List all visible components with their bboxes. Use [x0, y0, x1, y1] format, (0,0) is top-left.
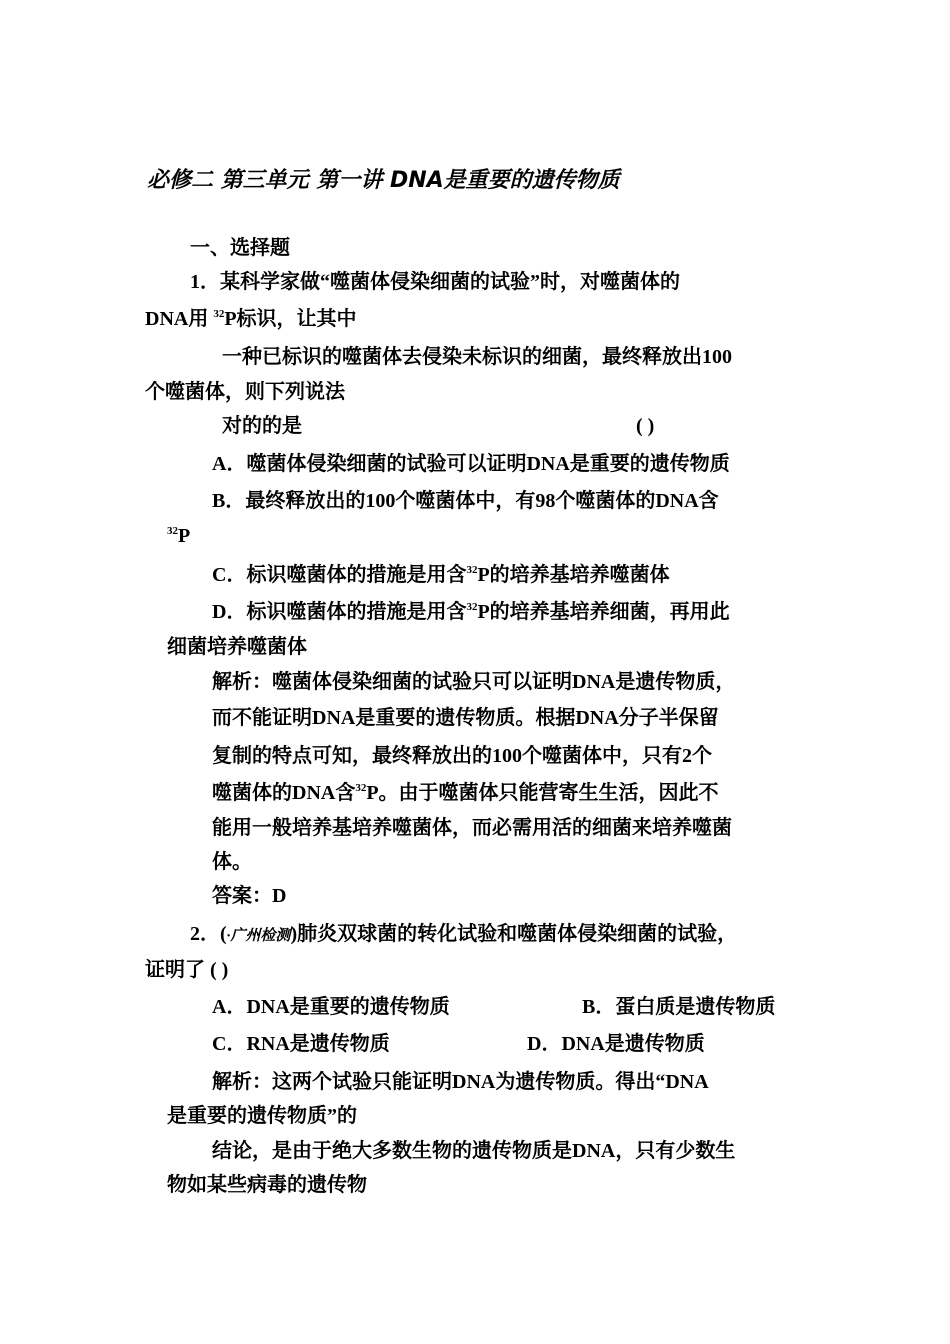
q2-option-a: A．DNA是重要的遗传物质 [212, 996, 450, 1018]
q1-option-a: A．噬菌体侵染细菌的试验可以证明DNA是重要的遗传物质 [212, 453, 730, 475]
q2-option-b: B．蛋白质是遗传物质 [582, 996, 776, 1018]
q1-answer: 答案：D [212, 885, 287, 907]
q1-stem-line5: 对的的是 [222, 415, 302, 437]
q2-stem-line1: 2．(·广州检测)肺炎双球菌的转化试验和噬菌体侵染细菌的试验， [190, 923, 738, 945]
q2-option-d: D．DNA是遗传物质 [527, 1033, 705, 1055]
q1-answer-blank: ( ) [636, 415, 655, 437]
q1-explanation-line3: 复制的特点可知，最终释放出的100个噬菌体中，只有2个 [212, 745, 712, 767]
q1-explanation-line1: 解析：噬菌体侵染细菌的试验只可以证明DNA是遗传物质， [212, 671, 736, 693]
q1-stem-line1: 1．某科学家做“噬菌体侵染细菌的试验”时，对噬菌体的 [190, 271, 680, 293]
q1-option-b-cont: $^{32}$P [167, 525, 191, 547]
q1-explanation-line5: 能用一般培养基培养噬菌体，而必需用活的细菌来培养噬菌 [212, 817, 732, 839]
q2-explanation-line4: 物如某些病毒的遗传物 [167, 1174, 367, 1196]
q1-option-d-cont: 细菌培养噬菌体 [167, 636, 307, 658]
q2-option-c: C．RNA是遗传物质 [212, 1033, 390, 1055]
q2-explanation-line1: 解析：这两个试验只能证明DNA为遗传物质。得出“DNA [212, 1071, 709, 1093]
page-title: 必修二 第三单元 第一讲 DNA是重要的遗传物质 [147, 168, 620, 193]
q1-explanation-line4: 噬菌体的DNA含$^{32}$P。由于噬菌体只能营寄生生活，因此不 [212, 782, 719, 804]
q1-stem-line2: DNA用 $^{32}$P标识，让其中 [145, 308, 357, 330]
q2-explanation-line3: 结论，是由于绝大多数生物的遗传物质是DNA，只有少数生 [212, 1140, 736, 1162]
q2-explanation-line2: 是重要的遗传物质”的 [167, 1105, 357, 1127]
q1-option-d: D．标识噬菌体的措施是用含$^{32}$P的培养基培养细菌，再用此 [212, 601, 730, 623]
q1-stem-line4: 个噬菌体，则下列说法 [145, 381, 345, 403]
q1-option-b: B．最终释放出的100个噬菌体中，有98个噬菌体的DNA含 [212, 490, 719, 512]
q2-stem-line2: 证明了 ( ) [145, 959, 229, 981]
q2-source-tag: ·广州检测 [226, 928, 291, 944]
q1-option-c: C．标识噬菌体的措施是用含$^{32}$P的培养基培养噬菌体 [212, 564, 670, 586]
q1-explanation-line6: 体。 [212, 851, 252, 873]
q1-stem-line3: 一种已标识的噬菌体去侵染未标识的细菌，最终释放出100 [222, 346, 732, 368]
q1-explanation-line2: 而不能证明DNA是重要的遗传物质。根据DNA分子半保留 [212, 707, 719, 729]
section-heading: 一、选择题 [190, 237, 290, 259]
